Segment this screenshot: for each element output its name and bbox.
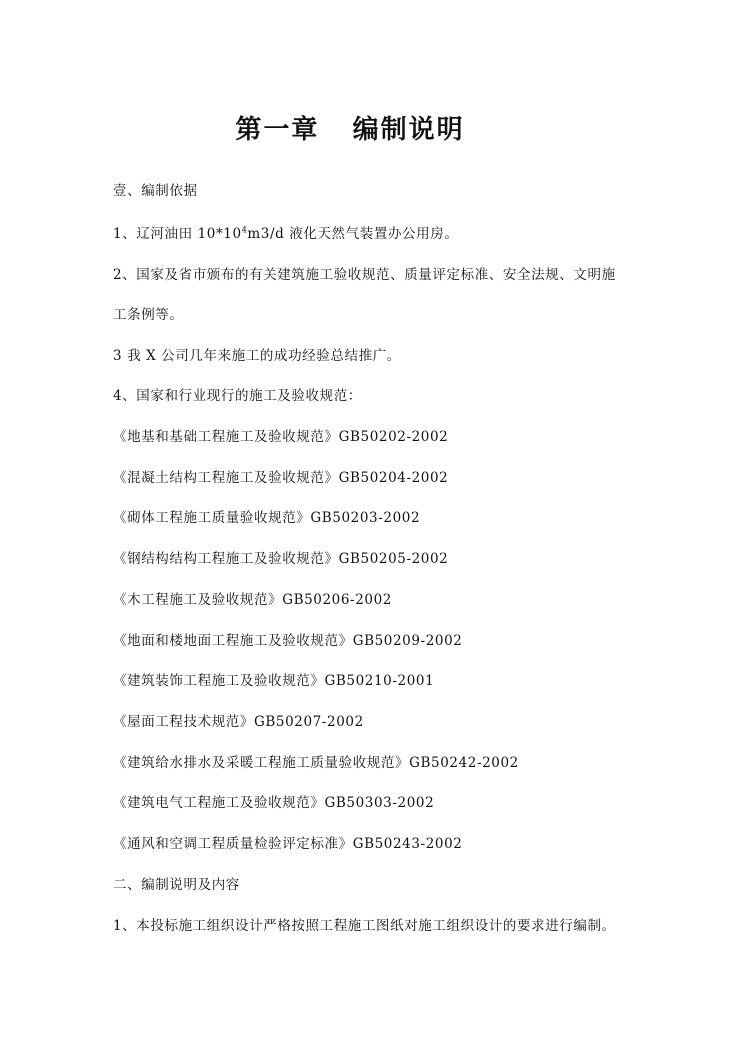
basis-item-1-exponent: 4	[241, 225, 248, 235]
basis-item-1-suffix: m3/d 液化天然气装置办公用房。	[247, 226, 459, 242]
basis-item-1	[113, 224, 458, 244]
chapter-title: 第一章 编制说明	[235, 115, 465, 145]
basis-item-4: 4、国家和行业现行的施工及验收规范：	[113, 388, 362, 404]
standard-item: 《地基和基础工程施工及验收规范》GB50202-2002	[113, 429, 449, 445]
standard-item: 《地面和楼地面工程施工及验收规范》GB50209-2002	[113, 633, 463, 649]
standard-item: 《通风和空调工程质量检验评定标准》GB50243-2002	[113, 836, 463, 852]
description-item-1: 1、本投标施工组织设计严格按照工程施工图纸对施工组织设计的要求进行编制。	[113, 918, 616, 934]
standard-item: 《砌体工程施工质量验收规范》GB50203-2002	[113, 510, 421, 526]
standard-item: 《混凝土结构工程施工及验收规范》GB50204-2002	[113, 470, 449, 486]
basis-item-1-prefix: 1、辽河油田 10*10	[113, 226, 242, 242]
standard-item: 《建筑电气工程施工及验收规范》GB50303-2002	[113, 795, 435, 811]
standard-item: 《木工程施工及验收规范》GB50206-2002	[113, 592, 392, 608]
standard-item: 《屋面工程技术规范》GB50207-2002	[113, 714, 364, 730]
basis-item-2-line-2: 工条例等。	[113, 307, 184, 323]
basis-item-3: 3 我 X 公司几年来施工的成功经验总结推广。	[113, 348, 401, 364]
standard-item: 《建筑装饰工程施工及验收规范》GB50210-2001	[113, 673, 435, 689]
standard-item: 《建筑给水排水及采暖工程施工质量验收规范》GB50242-2002	[113, 755, 519, 771]
section-heading-description: 二、编制说明及内容	[113, 877, 240, 893]
standard-item: 《钢结构结构工程施工及验收规范》GB50205-2002	[113, 551, 449, 567]
basis-item-2-line-1: 2、国家及省市颁布的有关建筑施工验收规范、质量评定标准、安全法规、文明施	[113, 267, 616, 283]
section-heading-basis: 壹、编制依据	[113, 183, 198, 199]
